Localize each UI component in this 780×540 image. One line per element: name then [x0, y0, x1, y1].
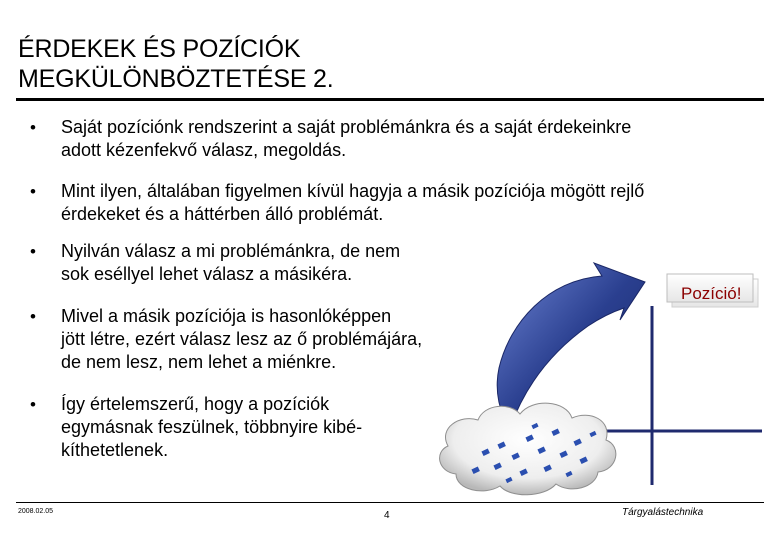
slide-title-line-2: MEGKÜLÖNBÖZTETÉSE 2. [18, 65, 334, 93]
footer-course-title: Tárgyalástechnika [622, 507, 704, 518]
bullet-marker: • [30, 307, 36, 326]
bullet-marker: • [30, 182, 36, 201]
bullet-2-line-2: érdekeket és a háttérben álló problémát. [61, 204, 384, 224]
bullet-4-line-3: de nem lesz, nem lehet a miénkre. [61, 352, 337, 372]
bullet-marker: • [30, 242, 36, 261]
bullet-3-line-2: sok eséllyel lehet válasz a másikéra. [61, 264, 353, 284]
bullet-marker: • [30, 395, 36, 414]
bullet-1-line-1: Saját pozíciónk rendszerint a saját problémánkra és a saját érdekeinkre [61, 117, 632, 137]
footer-page-number: 4 [384, 510, 390, 521]
bullet-2-line-1: Mint ilyen, általában figyelmen kívül hagyja a másik pozíciója mögött rejlő [61, 181, 645, 201]
bullet-marker: • [30, 118, 36, 137]
bullet-4-line-1: Mivel a másik pozíciója is hasonlóképpen [61, 306, 392, 326]
slide-title-line-1: ÉRDEKEK ÉS POZÍCIÓK [18, 35, 301, 63]
bullet-1-line-2: adott kézenfekvő válasz, megoldás. [61, 140, 347, 160]
position-cross-icon [606, 306, 762, 485]
bullet-5-line-1: Így értelemszerű, hogy a pozíciók [61, 394, 330, 414]
footer-date: 2008.02.05 [18, 508, 54, 515]
bullet-4-line-2: jött létre, ezért válasz lesz az ő problémájára, [61, 329, 423, 349]
bullet-5-line-2: egymásnak feszülnek, többnyire kibé- [61, 417, 363, 437]
cloud-icon [440, 403, 616, 495]
footer-divider [16, 502, 764, 503]
position-label: Pozíció! [681, 284, 742, 303]
bullet-5-line-3: kíthetetlenek. [61, 440, 169, 460]
curved-arrow-icon [497, 263, 645, 428]
bullet-3-line-1: Nyilván válasz a mi problémánkra, de nem [61, 241, 401, 261]
